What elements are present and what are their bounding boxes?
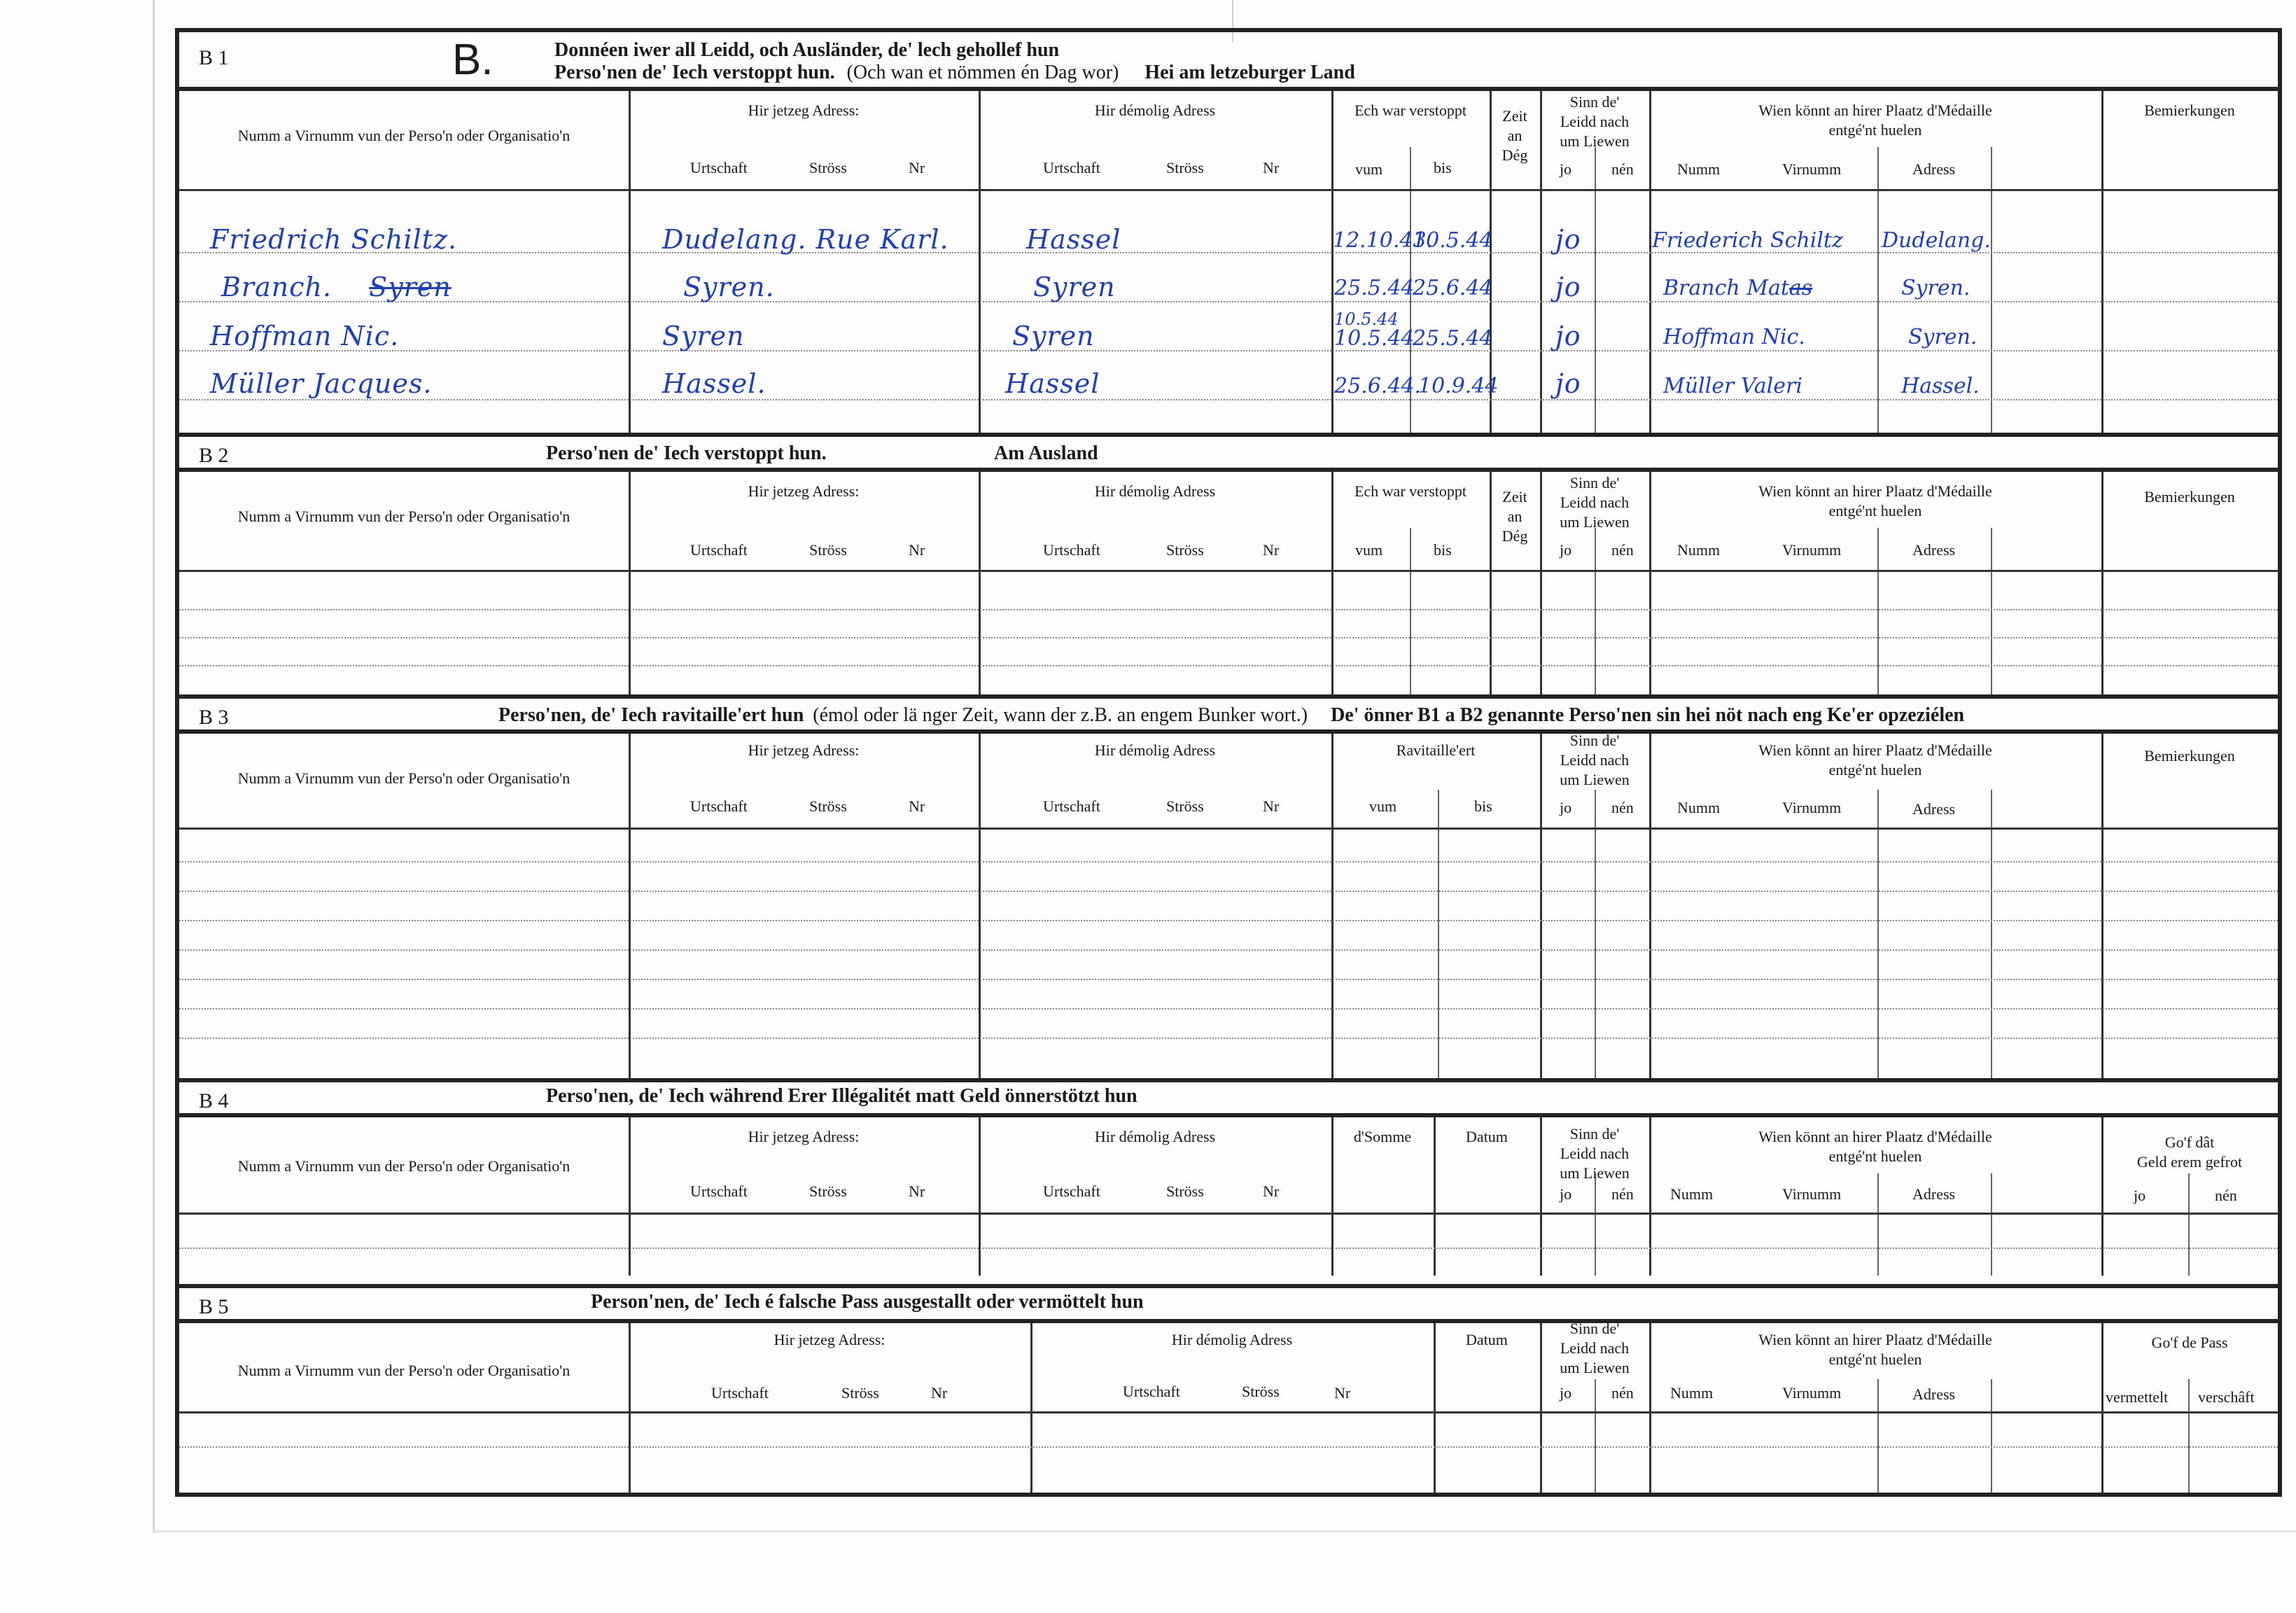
col-old-street: Ströss [1166,541,1204,559]
col-old-addr: Hir démolig Adress [1171,1331,1293,1348]
col-old-town: Urtschaft [1043,541,1100,559]
col-m-addr: Adress [1912,1385,1956,1403]
section-label: B 2 [199,444,229,467]
entry-cur-addr: Syren [662,321,745,351]
col-cur-addr: Hir jetzeg Adress: [774,1331,886,1348]
section-title: Perso'nen, de' Iech ravitaille'ert hun (émol oder lä nger Zeit, wann der z.B. an engem Bunker wort.) De' önner B1 a B2 genannte Perso'nen sin hei nöt nach eng Ke'er opzeziélen [498,704,1965,726]
col-old-street: Ströss [1166,1182,1204,1200]
col-old-town: Urtschaft [1043,797,1100,815]
col-remarks: Bemierkungen [2144,102,2235,119]
col-gift-no: nén [2215,1187,2237,1204]
col-yes: jo [1560,1185,1572,1203]
col-alive: Sinn de' Leidd nach um Liewen [1560,93,1630,150]
col-from: vum [1355,160,1383,178]
col-cur-town: Urtschaft [711,1384,769,1402]
entry-medal-addr: Dudelang. [1882,228,1991,253]
section-b2 [179,433,2278,727]
col-name: Numm a Virnumm vun der Perso'n oder Organisatio'n [237,769,570,787]
col-old-nr: Nr [1263,541,1280,559]
col-old-addr: Hir démolig Adress [1094,741,1216,759]
section-b4 [179,1078,2278,1288]
col-cur-nr: Nr [931,1384,948,1402]
entry-alive: jo [1555,224,1581,255]
entry-to: 25.5.44 [1413,326,1493,351]
entry-to: 10.5.44 [1413,228,1493,253]
section-title: Donnéen iwer all Leidd, och Ausländer, de' lech gehollef hun [554,39,1060,61]
col-cur-nr: Nr [909,541,925,559]
col-m-first: Virnumm [1782,160,1842,178]
col-no: nén [1611,1185,1634,1203]
col-to: bis [1434,541,1452,559]
col-cur-addr: Hir jetzeg Adress: [748,1128,860,1145]
col-no: nén [1611,1384,1634,1402]
section-title-2: Perso'nen de' Iech verstoppt hun. (Och wan et nömmen én Dag wor) Hei am letzeburger Land [554,62,1355,83]
entry-medal-addr: Syren. [1908,325,1977,349]
col-cur-nr: Nr [909,1182,925,1200]
entry-alive: jo [1555,272,1581,302]
col-cur-street: Ströss [809,159,847,176]
entry-from: 25.6.44. [1334,374,1422,398]
section-b3 [179,694,2278,1087]
col-medal: Wien könnt an hirer Plaatz d'Médaille entgé'nt huelen [1758,741,1992,778]
col-cur-nr: Nr [909,159,925,176]
entry-to: 25.6.44 [1413,276,1493,300]
col-ravit: Ravitaille'ert [1396,741,1476,759]
col-old-addr: Hir démolig Adress [1094,102,1216,119]
col-cur-addr: Hir jetzeg Adress: [748,741,860,759]
col-cur-town: Urtschaft [690,797,748,815]
form-frame [175,28,2282,1497]
col-remarks: Bemierkungen [2144,488,2235,505]
entry-name: Branch. Syren [221,272,451,302]
col-from: vum [1355,541,1383,559]
col-hidden: Ech war verstoppt [1354,482,1467,500]
entry-name: Friedrich Schiltz. [210,224,458,255]
entry-alive: jo [1555,321,1581,351]
entry-from-extra: 10.5.44 [1334,309,1399,329]
section-title: Perso'nen de' Iech verstoppt hun. [546,442,827,464]
col-old-town: Urtschaft [1123,1383,1180,1400]
section-label: B 5 [199,1295,229,1318]
sheet-edge [153,0,155,1533]
col-to: bis [1434,159,1452,176]
col-no: nén [1611,160,1634,178]
section-b5 [179,1284,2278,1497]
b3-table [179,734,2278,1078]
entry-from: 10.5.44 [1334,326,1415,351]
col-hidden: Ech war verstoppt [1354,102,1467,119]
entry-medal: Müller Valeri [1663,374,1802,398]
entry-old-addr: Hassel [1005,368,1100,399]
col-cur-nr: Nr [909,797,925,815]
col-gift: Go'f dât Geld erem gefrot [2136,1133,2243,1171]
col-days: Zeit an Dég [1502,107,1528,164]
section-b1 [179,32,2278,437]
entry-from: 25.5.44 [1334,276,1415,300]
col-m-name: Numm [1677,541,1721,559]
entry-alive: jo [1555,368,1581,399]
b2-table [179,472,2278,694]
col-name: Numm a Virnumm vun der Perso'n oder Organisatio'n [237,1157,570,1175]
section-title: Perso'nen, de' Iech während Erer Illégalitét matt Geld önnerstötzt hun [546,1085,1138,1107]
col-m-name: Numm [1677,160,1721,178]
entry-medal: Hoffman Nic. [1663,325,1805,349]
col-m-addr: Adress [1912,160,1956,178]
col-days: Zeit an Dég [1502,488,1528,545]
col-remarks: Bemierkungen [2144,747,2235,764]
col-m-first: Virnumm [1782,1185,1842,1203]
col-pass-made: verschâft [2198,1388,2255,1406]
col-cur-street: Ströss [809,1182,847,1200]
col-alive: Sinn de' Leidd nach um Liewen [1560,732,1630,788]
col-medal: Wien könnt an hirer Plaatz d'Médaille entgé'nt huelen [1758,482,1992,519]
b5-table [179,1320,2278,1493]
entry-cur-addr: Syren. [683,272,775,302]
section-label: B 1 [199,46,229,69]
col-m-name: Numm [1677,799,1721,816]
col-no: nén [1611,541,1634,559]
col-old-town: Urtschaft [1043,159,1100,176]
b4-table [179,1117,2278,1276]
col-m-name: Numm [1670,1384,1714,1402]
col-no: nén [1611,799,1634,816]
col-cur-addr: Hir jetzeg Adress: [748,482,860,500]
sheet-edge-bottom [153,1530,2296,1532]
col-old-addr: Hir démolig Adress [1094,482,1216,500]
col-to: bis [1474,797,1492,815]
entry-medal-addr: Hassel. [1901,374,1980,398]
col-old-nr: Nr [1263,159,1280,176]
entry-name: Hoffman Nic. [210,321,400,351]
b1-table [179,91,2278,437]
col-old-street: Ströss [1166,797,1204,815]
col-cur-street: Ströss [809,541,847,559]
col-alive: Sinn de' Leidd nach um Liewen [1560,474,1630,531]
col-medal: Wien könnt an hirer Plaatz d'Médaille entgé'nt huelen [1758,1128,1992,1165]
entry-cur-addr: Dudelang. Rue Karl. [662,224,949,255]
entry-old-addr: Syren [1012,321,1095,351]
col-name: Numm a Virnumm vun der Perso'n oder Organisatio'n [237,127,570,144]
col-old-addr: Hir démolig Adress [1094,1128,1216,1145]
col-pass: Go'f de Pass [2151,1334,2228,1351]
col-cur-town: Urtschaft [690,1182,748,1200]
col-m-first: Virnumm [1782,541,1842,559]
col-pass-med: vermettelt [2106,1388,2169,1406]
col-old-town: Urtschaft [1043,1182,1100,1200]
entry-old-addr: Hassel [1026,224,1121,255]
col-cur-street: Ströss [841,1384,879,1402]
col-alive: Sinn de' Leidd nach um Liewen [1560,1320,1630,1376]
col-date: Datum [1466,1128,1508,1145]
entry-from: 12.10.43. [1333,228,1434,253]
entry-to: 10.9.44 [1418,374,1499,398]
col-yes: jo [1560,1384,1572,1402]
entry-medal: Friederich Schiltz [1652,228,1843,253]
col-m-first: Virnumm [1782,799,1842,816]
col-cur-street: Ströss [809,797,847,815]
col-m-name: Numm [1670,1185,1714,1203]
col-medal: Wien könnt an hirer Plaatz d'Médaille entgé'nt huelen [1758,102,1992,139]
col-cur-town: Urtschaft [690,541,748,559]
col-m-addr: Adress [1912,541,1956,559]
col-old-street: Ströss [1242,1383,1280,1400]
col-name: Numm a Virnumm vun der Perso'n oder Organisatio'n [237,1362,570,1379]
col-gift-yes: jo [2134,1187,2146,1204]
section-label: B 3 [199,706,229,729]
col-old-street: Ströss [1166,159,1204,176]
col-sum: d'Somme [1353,1128,1412,1145]
col-alive: Sinn de' Leidd nach um Liewen [1560,1125,1630,1182]
col-cur-town: Urtschaft [690,159,748,176]
section-title: Person'nen, de' Iech é falsche Pass ausgestallt oder vermöttelt hun [591,1291,1144,1313]
col-from: vum [1369,797,1397,815]
col-yes: jo [1560,541,1572,559]
col-yes: jo [1560,799,1572,816]
col-name: Numm a Virnumm vun der Perso'n oder Organisatio'n [237,508,570,525]
col-m-addr: Adress [1912,1185,1956,1203]
col-old-nr: Nr [1263,1182,1280,1200]
col-old-nr: Nr [1263,797,1280,815]
col-yes: jo [1560,160,1572,178]
col-medal: Wien könnt an hirer Plaatz d'Médaille entgé'nt huelen [1758,1331,1992,1368]
col-m-first: Virnumm [1782,1384,1842,1402]
entry-old-addr: Syren [1033,272,1116,302]
col-m-addr: Adress [1912,800,1956,818]
entry-medal-addr: Syren. [1901,276,1970,300]
section-label: B 4 [199,1089,229,1112]
col-old-nr: Nr [1334,1384,1351,1402]
entry-medal: Branch Matas [1663,276,1813,300]
form-letter: B. [452,36,493,84]
entry-name: Müller Jacques. [210,368,433,399]
col-cur-addr: Hir jetzeg Adress: [748,102,860,119]
entry-cur-addr: Hassel. [662,368,766,399]
section-title-2: Am Ausland [994,442,1098,464]
col-date: Datum [1466,1331,1508,1348]
